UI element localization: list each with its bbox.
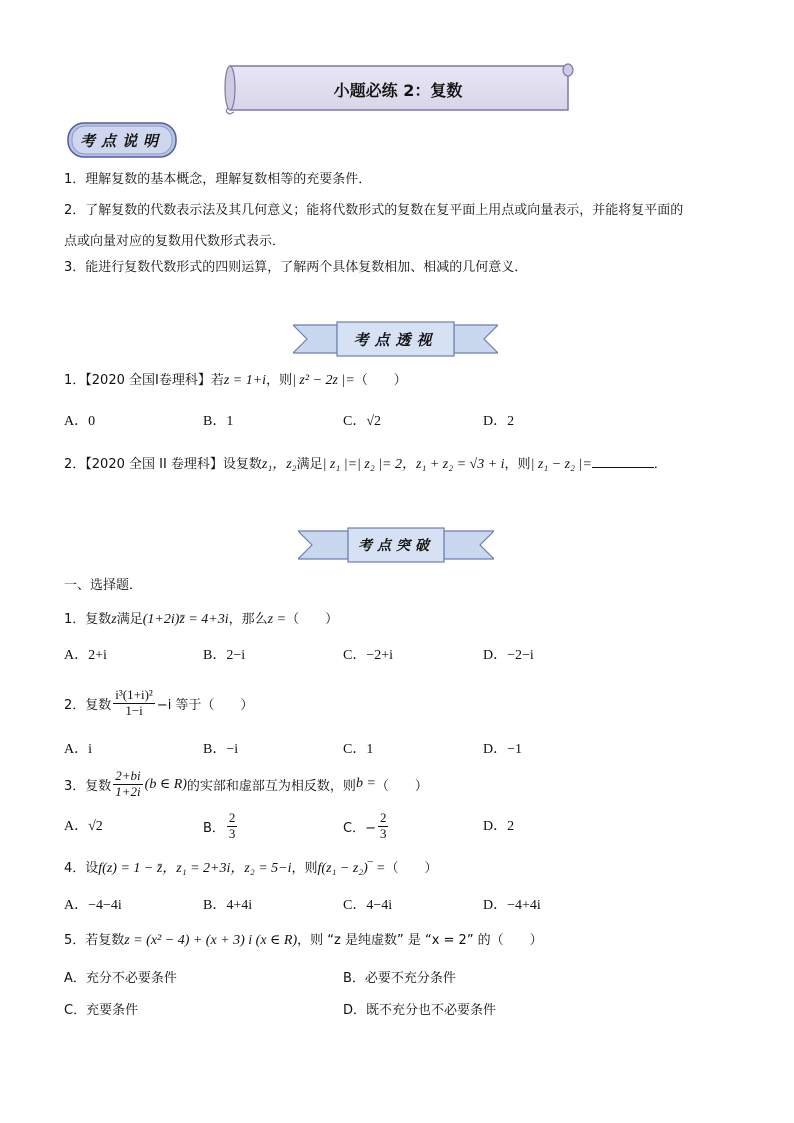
question-1 xyxy=(64,611,338,629)
insight-q1-option-a[interactable]: A．0 xyxy=(64,414,96,429)
q4-ask: f(z₁ − z₂)‾ = xyxy=(317,861,386,876)
question-2 xyxy=(64,680,253,726)
q3-tail: 的实部和虚部互为相反数，则 xyxy=(186,778,356,794)
q3-option-b-den: 3 xyxy=(228,825,236,841)
q3-tail2: b = xyxy=(355,776,376,791)
insight-question-2 xyxy=(64,455,667,474)
q5-option-d[interactable]: D．既不充分也不必要条件 xyxy=(343,1003,497,1018)
q4-z2: ，z₂ = 5−i xyxy=(230,861,292,876)
insight-q1-option-d[interactable]: D．2 xyxy=(483,414,515,429)
q4-option-a[interactable]: A．−4−4i xyxy=(64,898,122,913)
q3-option-b-label: B． xyxy=(203,820,225,836)
q4-paren: （ ） xyxy=(385,861,438,876)
q5-option-a[interactable]: A．充分不必要条件 xyxy=(64,971,177,986)
insight-q1-paren: （ ） xyxy=(354,373,407,388)
q1-paren: （ ） xyxy=(286,612,339,627)
insight-q1-option-b[interactable]: B．1 xyxy=(203,414,234,429)
q4-z1: ，z₁ = 2+3i xyxy=(162,861,231,876)
question-5 xyxy=(64,932,543,950)
q5-option-b[interactable]: B．必要不充分条件 xyxy=(343,971,456,986)
q4-option-d[interactable]: D．−4+4i xyxy=(483,898,541,913)
breakthrough-ribbon-label: 考点突破 xyxy=(358,538,434,554)
insight-question-1 xyxy=(64,372,407,390)
q1-option-a[interactable]: A．2+i xyxy=(64,648,107,663)
q1-option-d[interactable]: D．−2−i xyxy=(483,648,534,663)
explain-line-3: 3．能进行复数代数形式的四则运算，了解两个具体复数相加、相减的几何意义． xyxy=(64,260,528,275)
q2-option-b[interactable]: B．−i xyxy=(203,742,239,757)
q3-option-b-num: 2 xyxy=(228,810,236,826)
insight-ribbon xyxy=(293,320,498,358)
explain-badge-label: 考点说明 xyxy=(79,132,164,150)
insight-q2-prefix: 2．【2020 全国 II 卷理科】设复数 xyxy=(64,457,262,472)
q3-option-c-fraction xyxy=(378,811,389,841)
q2-tail: −i 等于（ ） xyxy=(156,697,254,713)
insight-q2-vars: z₁，z₂ xyxy=(261,457,297,472)
q3-option-b-fraction xyxy=(227,811,238,841)
q2-option-c[interactable]: C．1 xyxy=(343,742,374,757)
q1-text: 1．复数 xyxy=(64,612,112,627)
q5-tail: ，则 “z 是纯虚数” 是 “x = 2” 的（ ） xyxy=(297,933,543,948)
insight-q2-cond1: | z₁ |=| z₂ |= 2 xyxy=(322,457,402,472)
q1-tail: ，那么 xyxy=(228,612,268,627)
explain-badge xyxy=(66,121,178,159)
q2-numerator: i³(1+i)² xyxy=(115,687,153,703)
q5-expr: z = (x² − 4) + (x + 3) i (x ∈ R) xyxy=(124,933,298,948)
q2-option-a[interactable]: A．i xyxy=(64,742,92,757)
insight-q1-option-c[interactable]: C．√2 xyxy=(343,414,382,429)
insight-q1-mid: ，则 xyxy=(266,373,293,388)
q4-option-b[interactable]: B．4+4i xyxy=(203,898,253,913)
explain-line-2b: 点或向量对应的复数用代数形式表示． xyxy=(64,234,286,249)
page-title: 小题必练 2：复数 xyxy=(333,81,463,100)
q3-option-b[interactable] xyxy=(203,805,239,847)
question-4 xyxy=(64,860,437,878)
insight-q2-ask: ，则 xyxy=(504,457,531,472)
q1-tail2: z = xyxy=(267,612,287,627)
insight-q2-expr: | z₁ − z₂ |= xyxy=(530,457,592,472)
title-banner xyxy=(222,58,574,118)
q4-tail: ，则 xyxy=(291,861,318,876)
q3-fraction xyxy=(113,769,142,799)
insight-q2-cond2: ，z₁ + z₂ = √3 + i xyxy=(402,457,505,472)
q1-mid: 满足 xyxy=(116,612,143,627)
q2-denominator: 1−i xyxy=(125,702,143,718)
q5-option-c[interactable]: C．充要条件 xyxy=(64,1003,139,1018)
q1-option-b[interactable]: B．2−i xyxy=(203,648,246,663)
section-label: 一、选择题． xyxy=(64,578,143,593)
q1-option-c[interactable]: C．−2+i xyxy=(343,648,394,663)
q3-paren: （ ） xyxy=(375,778,428,794)
insight-q1-prefix: 1．【2020 全国Ⅰ卷理科】若 xyxy=(64,373,224,388)
q3-option-a[interactable]: A．√2 xyxy=(64,819,103,834)
q2-option-d[interactable]: D．−1 xyxy=(483,742,523,757)
q4-f: f(z) = 1 − z̄ xyxy=(98,861,163,876)
q3-denominator: 1+2i xyxy=(115,783,141,799)
insight-ribbon-label: 考点透视 xyxy=(353,331,438,349)
explain-line-1: 1．理解复数的基本概念，理解复数相等的充要条件． xyxy=(64,172,372,187)
breakthrough-ribbon xyxy=(298,526,494,564)
q4-option-c[interactable]: C．4−4i xyxy=(343,898,393,913)
insight-q2-mid: 满足 xyxy=(296,457,323,472)
q2-text: 2．复数 xyxy=(64,697,112,713)
q3-option-d[interactable]: D．2 xyxy=(483,819,515,834)
answer-blank[interactable] xyxy=(592,455,654,468)
q3-option-c-den: 3 xyxy=(379,825,387,841)
q3-option-c-num: 2 xyxy=(379,810,387,826)
q3-option-c-label: C．− xyxy=(343,820,376,836)
q3-option-c[interactable] xyxy=(343,805,390,847)
q5-text: 5．若复数 xyxy=(64,933,125,948)
q1-eq: (1+2i)z̄ = 4+3i xyxy=(142,612,229,627)
explain-line-2a: 2．了解复数的代数表示法及其几何意义；能将代数形式的复数在复平面上用点或向量表示，并能将复平面的 xyxy=(64,203,684,218)
q2-fraction xyxy=(113,688,155,718)
insight-q2-end: ． xyxy=(653,457,667,472)
insight-q1-expr2: | z² − 2z |= xyxy=(292,373,355,388)
q3-numerator: 2+bi xyxy=(115,768,141,784)
q4-text: 4．设 xyxy=(64,861,99,876)
insight-q1-expr: z = 1+i xyxy=(223,373,267,388)
q3-condition: (b ∈ R) xyxy=(144,776,187,792)
q3-text: 3．复数 xyxy=(64,778,112,794)
question-3 xyxy=(64,763,428,805)
q1-var: z xyxy=(111,612,117,627)
